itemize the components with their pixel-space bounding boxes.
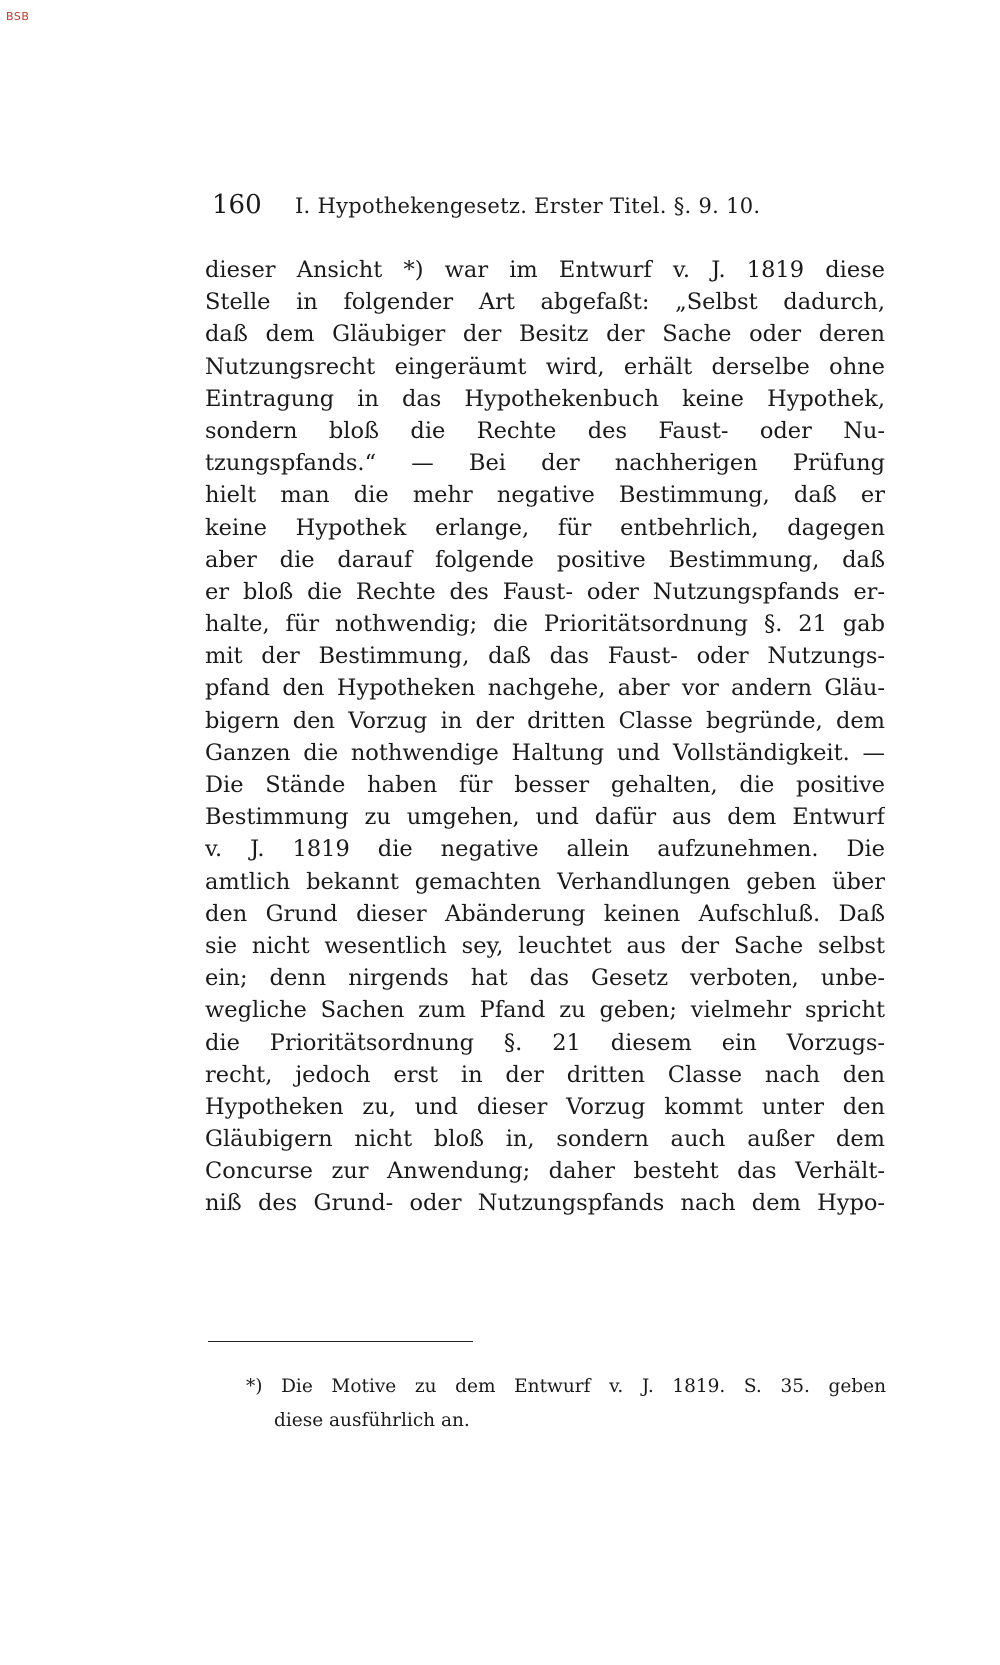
running-head-title: I. Hypothekengesetz. Erster Titel. §. 9. 10. <box>294 194 761 218</box>
text-line: ein; denn nirgends hat das Gesetz verboten, unbe- <box>205 965 885 992</box>
text-line: mit der Bestimmung, daß das Faust- oder Nutzungs- <box>205 643 885 670</box>
page-number: 160 <box>212 190 262 220</box>
text-line: Eintragung in das Hypothekenbuch keine Hypothek, <box>205 385 885 412</box>
text-line: Ganzen die nothwendige Haltung und Vollständigkeit. — <box>205 739 885 766</box>
text-line: wegliche Sachen zum Pfand zu geben; vielmehr spricht <box>205 997 885 1024</box>
text-line: niß des Grund- oder Nutzungspfands nach dem Hypo- <box>205 1190 885 1217</box>
text-line: amtlich bekannt gemachten Verhandlungen geben über <box>205 868 885 895</box>
footnote-rule <box>208 1341 473 1342</box>
text-line: Nutzungsrecht eingeräumt wird, erhält derselbe ohne <box>205 353 885 380</box>
library-watermark: BSB <box>6 10 30 23</box>
text-line: dieser Ansicht *) war im Entwurf v. J. 1819 diese <box>205 257 885 283</box>
text-line: Hypotheken zu, und dieser Vorzug kommt unter den <box>205 1093 885 1120</box>
body-text <box>205 254 885 1220</box>
text-line: Concurse zur Anwendung; daher besteht das Verhält- <box>205 1158 885 1185</box>
footnote-line: diese ausführlich an. <box>274 1410 470 1431</box>
text-line: sie nicht wesentlich sey, leuchtet aus der Sache selbst <box>205 932 885 959</box>
text-line: tzungspfands.“ — Bei der nachherigen Prüfung <box>205 450 885 477</box>
text-line: recht, jedoch erst in der dritten Classe nach den <box>205 1061 885 1088</box>
text-line: er bloß die Rechte des Faust- oder Nutzungspfands er- <box>205 578 885 605</box>
text-line: daß dem Gläubiger der Besitz der Sache oder deren <box>205 321 885 348</box>
text-line: sondern bloß die Rechte des Faust- oder Nu- <box>205 417 885 444</box>
text-line: Gläubigern nicht bloß in, sondern auch außer dem <box>205 1126 885 1153</box>
text-line: v. J. 1819 die negative allein aufzunehmen. Die <box>205 836 885 863</box>
text-line: halte, für nothwendig; die Prioritätsordnung §. 21 gab <box>205 611 885 638</box>
text-line: Die Stände haben für besser gehalten, die positive <box>205 772 885 798</box>
text-line: Stelle in folgender Art abgefaßt: „Selbst dadurch, <box>205 289 885 316</box>
text-line: den Grund dieser Abänderung keinen Aufschluß. Daß <box>205 900 885 927</box>
footnote-line: *) Die Motive zu dem Entwurf v. J. 1819. S. 35. geben <box>246 1376 886 1397</box>
text-line: hielt man die mehr negative Bestimmung, daß er <box>205 482 885 509</box>
text-line: die Prioritätsordnung §. 21 diesem ein Vorzugs- <box>205 1029 885 1056</box>
text-line: keine Hypothek erlange, für entbehrlich, dagegen <box>205 514 885 541</box>
text-line: pfand den Hypotheken nachgehe, aber vor andern Gläu- <box>205 675 885 702</box>
footnote <box>246 1370 886 1438</box>
running-head <box>212 190 772 220</box>
text-line: aber die darauf folgende positive Bestimmung, daß <box>205 546 885 573</box>
text-line: bigern den Vorzug in der dritten Classe begründe, dem <box>205 707 885 734</box>
text-line: Bestimmung zu umgehen, und dafür aus dem Entwurf <box>205 804 885 831</box>
